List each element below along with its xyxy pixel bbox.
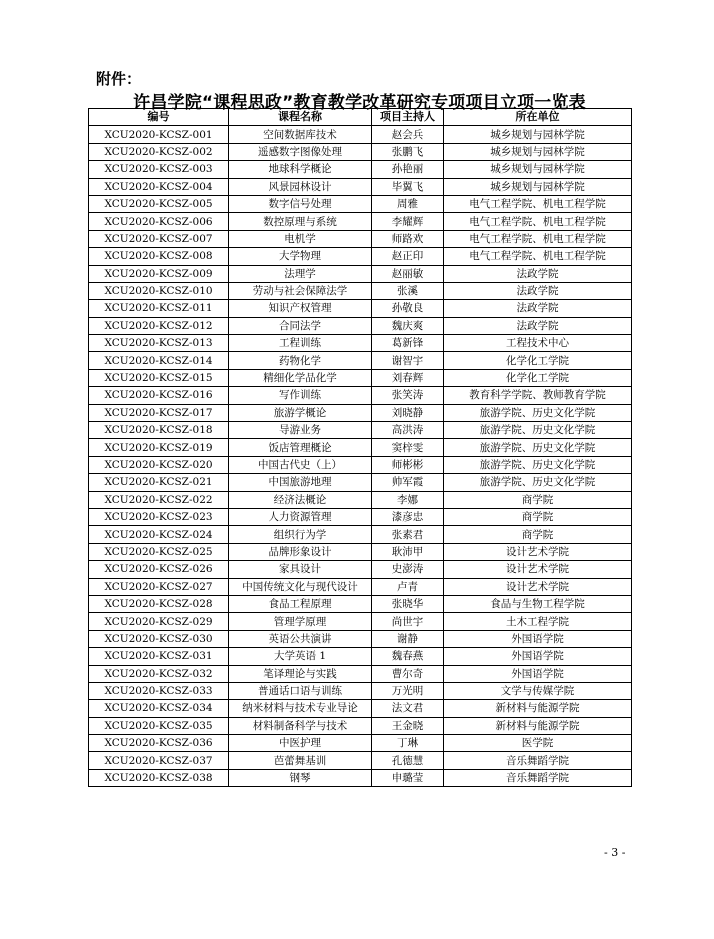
cell-unit: 设计艺术学院: [444, 578, 632, 595]
cell-course-name: 大学物理: [229, 248, 372, 265]
cell-leader: 毕翼飞: [372, 178, 444, 195]
cell-course-name: 饭店管理概论: [229, 439, 372, 456]
cell-leader: 孙敬良: [372, 300, 444, 317]
cell-course-name: 大学英语 1: [229, 648, 372, 665]
cell-unit: 工程技术中心: [444, 335, 632, 352]
header-unit: 所在单位: [444, 109, 632, 126]
cell-id: XCU2020-KCSZ-017: [89, 404, 229, 421]
header-leader: 项目主持人: [372, 109, 444, 126]
cell-leader: 刘晓静: [372, 404, 444, 421]
cell-id: XCU2020-KCSZ-018: [89, 422, 229, 439]
header-course-name: 课程名称: [229, 109, 372, 126]
cell-course-name: 家具设计: [229, 561, 372, 578]
cell-leader: 丁琳: [372, 735, 444, 752]
table-row: [89, 230, 632, 247]
cell-unit: 城乡规划与园林学院: [444, 126, 632, 143]
cell-leader: 申璐莹: [372, 769, 444, 786]
cell-leader: 孙艳丽: [372, 161, 444, 178]
cell-leader: 赵丽敏: [372, 265, 444, 282]
cell-id: XCU2020-KCSZ-032: [89, 665, 229, 682]
cell-leader: 史澎涛: [372, 561, 444, 578]
cell-unit: 城乡规划与园林学院: [444, 178, 632, 195]
cell-course-name: 空间数据库技术: [229, 126, 372, 143]
cell-id: XCU2020-KCSZ-012: [89, 317, 229, 334]
cell-course-name: 经济法概论: [229, 491, 372, 508]
cell-leader: 漆彦忠: [372, 508, 444, 525]
table-row: [89, 595, 632, 612]
cell-leader: 师路欢: [372, 230, 444, 247]
cell-course-name: 电机学: [229, 230, 372, 247]
cell-unit: 音乐舞蹈学院: [444, 769, 632, 786]
table-row: [89, 735, 632, 752]
cell-leader: 李耀辉: [372, 213, 444, 230]
table-row: [89, 456, 632, 473]
cell-course-name: 精细化学品化学: [229, 369, 372, 386]
cell-leader: 孔德慧: [372, 752, 444, 769]
table-row: [89, 126, 632, 143]
cell-id: XCU2020-KCSZ-021: [89, 474, 229, 491]
cell-leader: 师彬彬: [372, 456, 444, 473]
cell-unit: 商学院: [444, 491, 632, 508]
table-row: [89, 543, 632, 560]
page-number: - 3 -: [604, 846, 626, 859]
table-row: [89, 317, 632, 334]
cell-course-name: 管理学原理: [229, 613, 372, 630]
cell-course-name: 劳动与社会保障法学: [229, 282, 372, 299]
cell-id: XCU2020-KCSZ-011: [89, 300, 229, 317]
cell-unit: 外国语学院: [444, 630, 632, 647]
cell-unit: 食品与生物工程学院: [444, 595, 632, 612]
table-row: [89, 769, 632, 786]
table-row: [89, 161, 632, 178]
table-row: [89, 561, 632, 578]
table-row: [89, 178, 632, 195]
cell-leader: 刘春辉: [372, 369, 444, 386]
cell-leader: 赵会兵: [372, 126, 444, 143]
cell-leader: 谢静: [372, 630, 444, 647]
cell-id: XCU2020-KCSZ-031: [89, 648, 229, 665]
cell-course-name: 英语公共演讲: [229, 630, 372, 647]
table-row: [89, 752, 632, 769]
cell-leader: 魏庆爽: [372, 317, 444, 334]
cell-id: XCU2020-KCSZ-028: [89, 595, 229, 612]
table-row: [89, 613, 632, 630]
table-row: [89, 491, 632, 508]
cell-unit: 文学与传媒学院: [444, 682, 632, 699]
cell-course-name: 人力资源管理: [229, 508, 372, 525]
cell-id: XCU2020-KCSZ-024: [89, 526, 229, 543]
cell-id: XCU2020-KCSZ-033: [89, 682, 229, 699]
cell-unit: 电气工程学院、机电工程学院: [444, 230, 632, 247]
cell-id: XCU2020-KCSZ-010: [89, 282, 229, 299]
table-row: [89, 682, 632, 699]
cell-unit: 医学院: [444, 735, 632, 752]
cell-leader: 尚世宇: [372, 613, 444, 630]
cell-unit: 外国语学院: [444, 665, 632, 682]
cell-course-name: 中国古代史（上）: [229, 456, 372, 473]
cell-leader: 张溪: [372, 282, 444, 299]
cell-leader: 法文君: [372, 700, 444, 717]
cell-course-name: 合同法学: [229, 317, 372, 334]
cell-course-name: 数控原理与系统: [229, 213, 372, 230]
cell-unit: 音乐舞蹈学院: [444, 752, 632, 769]
cell-unit: 商学院: [444, 508, 632, 525]
cell-id: XCU2020-KCSZ-034: [89, 700, 229, 717]
cell-leader: 高洪涛: [372, 422, 444, 439]
cell-course-name: 地球科学概论: [229, 161, 372, 178]
table-row: [89, 508, 632, 525]
cell-unit: 法政学院: [444, 317, 632, 334]
cell-leader: 窦梓雯: [372, 439, 444, 456]
cell-course-name: 写作训练: [229, 387, 372, 404]
cell-course-name: 纳米材料与技术专业导论: [229, 700, 372, 717]
cell-id: XCU2020-KCSZ-014: [89, 352, 229, 369]
cell-course-name: 工程训练: [229, 335, 372, 352]
table-row: [89, 352, 632, 369]
cell-id: XCU2020-KCSZ-029: [89, 613, 229, 630]
cell-id: XCU2020-KCSZ-009: [89, 265, 229, 282]
attachment-label: 附件：: [96, 70, 142, 88]
cell-leader: 张笑涛: [372, 387, 444, 404]
cell-course-name: 材料制备科学与技术: [229, 717, 372, 734]
cell-id: XCU2020-KCSZ-025: [89, 543, 229, 560]
cell-leader: 谢智宇: [372, 352, 444, 369]
table-row: [89, 630, 632, 647]
cell-unit: 设计艺术学院: [444, 543, 632, 560]
cell-unit: 电气工程学院、机电工程学院: [444, 248, 632, 265]
table-row: [89, 387, 632, 404]
cell-unit: 教育科学学院、教师教育学院: [444, 387, 632, 404]
cell-id: XCU2020-KCSZ-005: [89, 195, 229, 212]
cell-unit: 电气工程学院、机电工程学院: [444, 213, 632, 230]
cell-course-name: 食品工程原理: [229, 595, 372, 612]
cell-id: XCU2020-KCSZ-036: [89, 735, 229, 752]
cell-leader: 赵正印: [372, 248, 444, 265]
cell-leader: 魏春燕: [372, 648, 444, 665]
cell-course-name: 钢琴: [229, 769, 372, 786]
cell-unit: 旅游学院、历史文化学院: [444, 404, 632, 421]
cell-id: XCU2020-KCSZ-030: [89, 630, 229, 647]
cell-id: XCU2020-KCSZ-022: [89, 491, 229, 508]
table-row: [89, 300, 632, 317]
table-row: [89, 404, 632, 421]
cell-unit: 化学化工学院: [444, 369, 632, 386]
cell-unit: 土木工程学院: [444, 613, 632, 630]
cell-leader: 张晓华: [372, 595, 444, 612]
cell-id: XCU2020-KCSZ-001: [89, 126, 229, 143]
table-row: [89, 422, 632, 439]
cell-id: XCU2020-KCSZ-013: [89, 335, 229, 352]
table-row: [89, 665, 632, 682]
cell-course-name: 知识产权管理: [229, 300, 372, 317]
cell-id: XCU2020-KCSZ-006: [89, 213, 229, 230]
table-row: [89, 369, 632, 386]
cell-id: XCU2020-KCSZ-020: [89, 456, 229, 473]
cell-course-name: 数字信号处理: [229, 195, 372, 212]
cell-course-name: 风景园林设计: [229, 178, 372, 195]
cell-unit: 设计艺术学院: [444, 561, 632, 578]
cell-id: XCU2020-KCSZ-035: [89, 717, 229, 734]
cell-id: XCU2020-KCSZ-015: [89, 369, 229, 386]
cell-unit: 电气工程学院、机电工程学院: [444, 195, 632, 212]
cell-course-name: 遥感数字图像处理: [229, 143, 372, 160]
cell-unit: 化学化工学院: [444, 352, 632, 369]
table-row: [89, 717, 632, 734]
cell-course-name: 法理学: [229, 265, 372, 282]
cell-leader: 葛新锋: [372, 335, 444, 352]
cell-unit: 旅游学院、历史文化学院: [444, 422, 632, 439]
table-row: [89, 526, 632, 543]
cell-leader: 耿沛甲: [372, 543, 444, 560]
table-row: [89, 282, 632, 299]
cell-course-name: 旅游学概论: [229, 404, 372, 421]
table-row: [89, 195, 632, 212]
cell-id: XCU2020-KCSZ-004: [89, 178, 229, 195]
table-row: [89, 474, 632, 491]
cell-unit: 法政学院: [444, 282, 632, 299]
cell-unit: 城乡规划与园林学院: [444, 143, 632, 160]
cell-id: XCU2020-KCSZ-037: [89, 752, 229, 769]
cell-course-name: 中医护理: [229, 735, 372, 752]
cell-id: XCU2020-KCSZ-002: [89, 143, 229, 160]
cell-id: XCU2020-KCSZ-023: [89, 508, 229, 525]
table-row: [89, 213, 632, 230]
table-row: [89, 578, 632, 595]
cell-id: XCU2020-KCSZ-026: [89, 561, 229, 578]
cell-id: XCU2020-KCSZ-007: [89, 230, 229, 247]
cell-leader: 周雅: [372, 195, 444, 212]
cell-course-name: 导游业务: [229, 422, 372, 439]
cell-unit: 旅游学院、历史文化学院: [444, 439, 632, 456]
cell-unit: 法政学院: [444, 265, 632, 282]
cell-id: XCU2020-KCSZ-019: [89, 439, 229, 456]
cell-id: XCU2020-KCSZ-008: [89, 248, 229, 265]
cell-course-name: 品牌形象设计: [229, 543, 372, 560]
cell-course-name: 药物化学: [229, 352, 372, 369]
cell-unit: 旅游学院、历史文化学院: [444, 474, 632, 491]
cell-leader: 万光明: [372, 682, 444, 699]
cell-course-name: 芭蕾舞基训: [229, 752, 372, 769]
cell-unit: 旅游学院、历史文化学院: [444, 456, 632, 473]
cell-leader: 张素君: [372, 526, 444, 543]
cell-course-name: 中国旅游地理: [229, 474, 372, 491]
cell-leader: 张鹏飞: [372, 143, 444, 160]
cell-unit: 城乡规划与园林学院: [444, 161, 632, 178]
cell-course-name: 笔译理论与实践: [229, 665, 372, 682]
project-list-table: [88, 108, 632, 787]
table-body: [89, 126, 632, 787]
cell-course-name: 普通话口语与训练: [229, 682, 372, 699]
cell-unit: 新材料与能源学院: [444, 700, 632, 717]
document-title: 许昌学院“课程思政”教育教学改革研究专项项目立项一览表: [133, 93, 586, 113]
cell-unit: 法政学院: [444, 300, 632, 317]
table-row: [89, 143, 632, 160]
cell-course-name: 组织行为学: [229, 526, 372, 543]
cell-id: XCU2020-KCSZ-038: [89, 769, 229, 786]
table-row: [89, 248, 632, 265]
table-row: [89, 335, 632, 352]
table-row: [89, 648, 632, 665]
cell-leader: 曹尔奇: [372, 665, 444, 682]
header-id: 编号: [89, 109, 229, 126]
cell-leader: 李娜: [372, 491, 444, 508]
cell-unit: 外国语学院: [444, 648, 632, 665]
cell-id: XCU2020-KCSZ-016: [89, 387, 229, 404]
cell-unit: 商学院: [444, 526, 632, 543]
table-header-row: [89, 109, 632, 126]
cell-leader: 卢青: [372, 578, 444, 595]
cell-id: XCU2020-KCSZ-003: [89, 161, 229, 178]
cell-leader: 帅军霞: [372, 474, 444, 491]
table-row: [89, 439, 632, 456]
table-row: [89, 700, 632, 717]
cell-course-name: 中国传统文化与现代设计: [229, 578, 372, 595]
table-row: [89, 265, 632, 282]
cell-unit: 新材料与能源学院: [444, 717, 632, 734]
cell-leader: 王金晓: [372, 717, 444, 734]
cell-id: XCU2020-KCSZ-027: [89, 578, 229, 595]
